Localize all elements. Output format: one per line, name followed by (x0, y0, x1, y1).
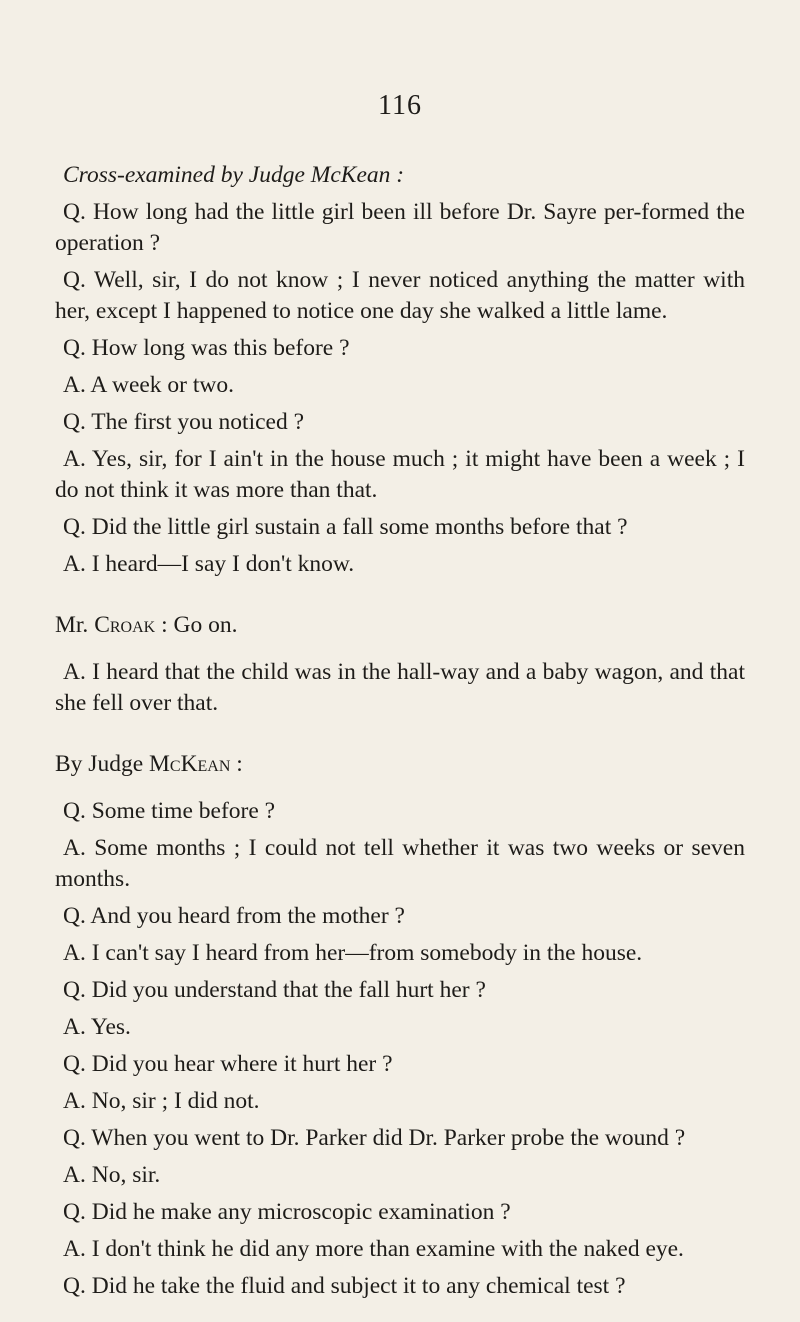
spacer (55, 586, 745, 596)
testimony-line: Q. Well, sir, I do not know ; I never noticed anything the matter with her, except I happened to notice one day she walked a little lame. (55, 267, 745, 324)
testimony-text (55, 140, 745, 1308)
testimony-line: A. Yes. (63, 1014, 131, 1040)
testimony-line: A. Some months ; I could not tell whether it was two weeks or seven months. (55, 835, 745, 892)
spacer (55, 786, 745, 796)
testimony-line: A. I heard that the child was in the hall-way and a baby wagon, and that she fell over that. (55, 659, 745, 716)
testimony-line: Q. Did the little girl sustain a fall some months before that ? (63, 514, 628, 540)
interjection-speaker: Croak (94, 612, 156, 638)
examiner-prefix: By Judge (55, 751, 149, 777)
testimony-line: Q. Did you understand that the fall hurt her ? (63, 977, 486, 1003)
testimony-line: A. Yes, sir, for I ain't in the house much ; it might have been a week ; I do not think it was more than that. (55, 446, 745, 503)
testimony-line: Q. How long had the little girl been ill before Dr. Sayre per-formed the operation ? (55, 199, 745, 256)
testimony-line: A. I don't think he did any more than examine with the naked eye. (63, 1236, 684, 1262)
testimony-line: Q. Did he make any microscopic examination ? (63, 1199, 511, 1225)
examiner-suffix: : (230, 751, 243, 777)
testimony-line: Q. Some time before ? (63, 798, 276, 824)
testimony-line: Q. And you heard from the mother ? (63, 903, 405, 929)
interjection-line (55, 610, 745, 641)
interjection-prefix: Mr. (55, 612, 95, 638)
testimony-line: A. No, sir. (63, 1162, 161, 1188)
testimony-line: Q. Did he take the fluid and subject it to any chemical test ? (63, 1273, 626, 1299)
testimony-line: A. No, sir ; I did not. (63, 1088, 260, 1114)
spacer (55, 647, 745, 657)
testimony-line: A. I heard—I say I don't know. (63, 551, 355, 577)
testimony-line: Q. The first you noticed ? (63, 409, 305, 435)
testimony-line: Q. Did you hear where it hurt her ? (63, 1051, 393, 1077)
section-heading: Cross-examined by Judge McKean : (63, 162, 405, 188)
testimony-line: A. A week or two. (63, 372, 235, 398)
examiner-line (55, 749, 745, 780)
spacer (55, 725, 745, 735)
examiner-name: McKean (149, 751, 231, 777)
testimony-line: A. I can't say I heard from her—from somebody in the house. (63, 940, 643, 966)
testimony-line: Q. When you went to Dr. Parker did Dr. Parker probe the wound ? (63, 1125, 686, 1151)
interjection-text: : Go on. (155, 612, 238, 638)
testimony-line: Q. How long was this before ? (63, 335, 350, 361)
page-number: 116 (378, 90, 422, 121)
